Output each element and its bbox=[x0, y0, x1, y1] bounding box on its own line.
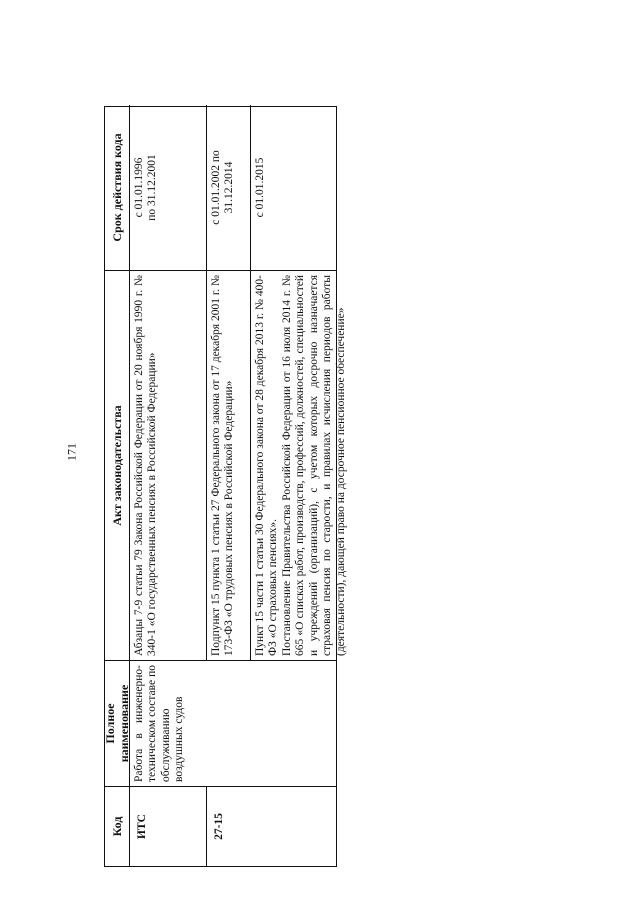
sub-code: 27-15 bbox=[207, 786, 336, 866]
term-row-3 bbox=[251, 105, 336, 270]
header-term: Срок действия кода bbox=[105, 105, 130, 270]
act-row-1: Абзацы 7-9 статьи 79 Закона Российской Федерации от 20 ноября 1990 г. № 340-1 «О государственных пенсиях в Российской Федерации» bbox=[130, 270, 207, 660]
group-full-name: Работа в инженерно-техническом составе по обслуживанию воздушных судов bbox=[130, 660, 336, 786]
term-row-2 bbox=[207, 105, 251, 270]
term-row-1 bbox=[130, 105, 207, 270]
term-row-1-line2: по 31.12.2001 bbox=[145, 153, 158, 221]
group-code: ИТС bbox=[130, 786, 207, 866]
legislation-table bbox=[102, 106, 347, 867]
act-row-3-paragraph-2: Постановление Правительства Российской Федерации от 16 июля 2014 г. № 665 «О списках работ, производств, профессий, должностей, специальностей и учреждений (организаций), с учетом которых досрочно назначается страховая пенсия по старости, и правилах исчисления периодов работы (деятельности), дающей право на досрочное пенсионное обеспечение» bbox=[280, 274, 347, 656]
act-row-3-paragraph-1: Пункт 15 части 1 статьи 30 Федерального закона от 28 декабря 2013 г. № 400-ФЗ «О страховых пенсиях». bbox=[253, 274, 279, 656]
term-row-2-line2: 31.12.2014 bbox=[222, 161, 235, 213]
term-row-3-line1: с 01.01.2015 bbox=[253, 157, 266, 217]
header-code: Код bbox=[105, 786, 130, 866]
act-row-3 bbox=[251, 270, 347, 660]
term-row-2-line1: с 01.01.2002 по bbox=[209, 149, 222, 225]
act-row-2: Подпункт 15 пункта 1 статьи 27 Федерального закона от 17 декабря 2001 г. № 173-ФЗ «О трудовых пенсиях в Российской Федерации» bbox=[207, 270, 251, 660]
header-act: Акт законодательства bbox=[105, 270, 130, 660]
header-full-name: Полное наименование bbox=[105, 660, 130, 786]
page-number: 171 bbox=[64, 443, 79, 461]
term-row-1-line1: с 01.01.1996 bbox=[132, 157, 145, 217]
